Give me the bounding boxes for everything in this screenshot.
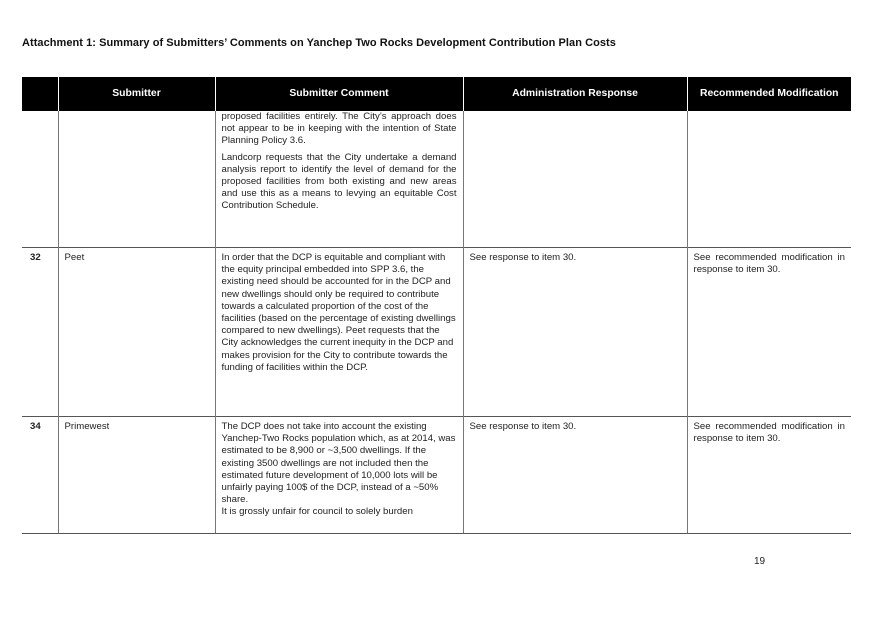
table-row	[22, 111, 851, 248]
row-comment-cell	[215, 417, 463, 534]
header-recommended-modification: Recommended Modification	[687, 77, 851, 111]
comment-paragraph: It is grossly unfair for council to solely burden	[221, 506, 413, 518]
page-number: 19	[754, 556, 766, 567]
row-response: See response to item 30.	[463, 417, 687, 534]
header-number	[22, 77, 58, 111]
row-submitter: Primewest	[58, 417, 215, 534]
row-number: 32	[22, 248, 58, 417]
table-row	[22, 248, 851, 417]
row-comment-cell	[215, 111, 463, 248]
row-number: 34	[22, 417, 58, 534]
row-comment-cell	[215, 248, 463, 417]
comments-summary-table	[22, 77, 851, 534]
header-submitter: Submitter	[58, 77, 215, 111]
comment-paragraph: The DCP does not take into account the existing Yanchep-Two Rocks population which, as at 2014, was estimated to be 8,900 or ~3,500 dwellings. If the existing 3500 dwellings are not included then the estimated future development of 10,000 lots will be unfairly paying 100$ of the DCP, instead of a ~50% share.	[221, 421, 456, 506]
header-administration-response: Administration Response	[463, 77, 687, 111]
row-submitter: Peet	[58, 248, 215, 417]
row-modification: See recommended modification in response to item 30.	[687, 417, 851, 534]
comment-paragraph: In order that the DCP is equitable and compliant with the equity principal embedded into SPP 3.6, the existing need should be accounted for in the DCP and new dwellings should only be required to contribute towards a calculated proportion of the cost of the facilities (based on the percentage of existing dwellings compared to new dwellings). Peet requests that the City acknowledges the current inequity in the DCP and makes provision for the City to contribute towards the funding of facilities within the DCP.	[221, 252, 456, 373]
table-header-row	[22, 77, 851, 111]
table-row	[22, 417, 851, 534]
row-modification	[687, 111, 851, 248]
row-response	[463, 111, 687, 248]
comment-paragraph: Landcorp requests that the City undertake a demand analysis report to identify the level of demand for the proposed facilities from both existing and new areas and use this as a means to levying an equitable Cost Contribution Schedule.	[221, 151, 457, 212]
row-response: See response to item 30.	[463, 248, 687, 417]
header-submitter-comment: Submitter Comment	[215, 77, 463, 111]
comment-paragraph: proposed facilities entirely. The City’s approach does not appear to be in keeping with the intention of State Planning Policy 3.6.	[221, 111, 457, 147]
row-modification: See recommended modification in response to item 30.	[687, 248, 851, 417]
row-number	[22, 111, 58, 248]
page-title: Attachment 1: Summary of Submitters’ Comments on Yanchep Two Rocks Development Contribution Plan Costs	[22, 37, 616, 49]
row-submitter	[58, 111, 215, 248]
